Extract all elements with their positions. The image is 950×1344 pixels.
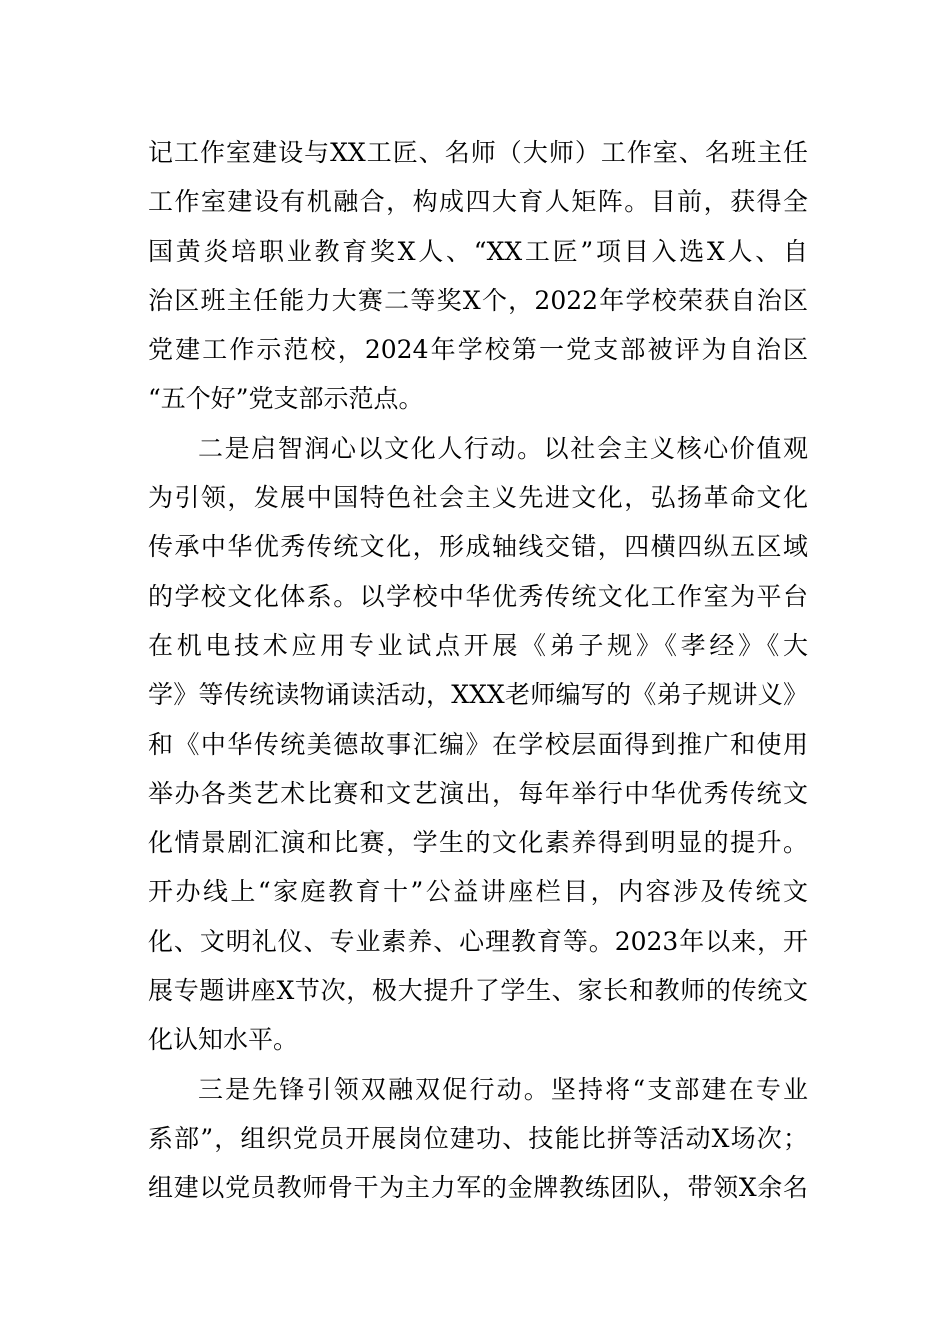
text-line: 党建工作示范校，2024年学校第一党支部被评为自治区	[148, 335, 808, 365]
text-line: 国黄炎培职业教育奖X人、“XX工匠”项目入选X人、自	[148, 236, 808, 266]
text-line: 化情景剧汇演和比赛，学生的文化素养得到明显的提升。	[148, 828, 808, 858]
text-line: 开办线上“家庭教育十”公益讲座栏目，内容涉及传统文	[148, 877, 808, 907]
text-line: 和《中华传统美德故事汇编》在学校层面得到推广和使用	[148, 729, 808, 759]
text-line: 系部”，组织党员开展岗位建功、技能比拼等活动X场次；	[148, 1123, 808, 1153]
text-line: 工作室建设有机融合，构成四大育人矩阵。目前，获得全	[148, 187, 808, 217]
text-line: 举办各类艺术比赛和文艺演出，每年举行中华优秀传统文	[148, 778, 808, 808]
text-line: 在机电技术应用专业试点开展《弟子规》《孝经》《大	[148, 630, 808, 660]
text-line: 的学校文化体系。以学校中华优秀传统文化工作室为平台	[148, 581, 808, 611]
document-body	[148, 128, 808, 1213]
paragraph-2	[148, 424, 808, 1065]
text-line: 记工作室建设与XX工匠、名师（大师）工作室、名班主任	[148, 138, 808, 167]
text-line: “五个好”党支部示范点。	[148, 384, 424, 414]
text-line: 为引领，发展中国特色社会主义先进文化，弘扬革命文化	[148, 483, 808, 513]
paragraph-1	[148, 128, 808, 424]
text-line: 组建以党员教师骨干为主力军的金牌教练团队，带领X余名	[148, 1173, 808, 1203]
text-line: 学》等传统读物诵读活动，XXX老师编写的《弟子规讲义》	[148, 680, 808, 710]
text-line: 二是启智润心以文化人行动。以社会主义核心价值观	[198, 433, 808, 463]
text-line: 传承中华优秀传统文化，形成轴线交错，四横四纵五区域	[148, 532, 808, 562]
text-line: 化、文明礼仪、专业素养、心理教育等。2023年以来，开	[148, 926, 808, 956]
text-line: 展专题讲座X节次，极大提升了学生、家长和教师的传统文	[148, 976, 808, 1006]
text-line: 化认知水平。	[148, 1025, 299, 1055]
text-line: 治区班主任能力大赛二等奖X个，2022年学校荣获自治区	[148, 285, 808, 315]
text-line: 三是先锋引领双融双促行动。坚持将“支部建在专业	[198, 1074, 808, 1104]
paragraph-3	[148, 1065, 808, 1213]
